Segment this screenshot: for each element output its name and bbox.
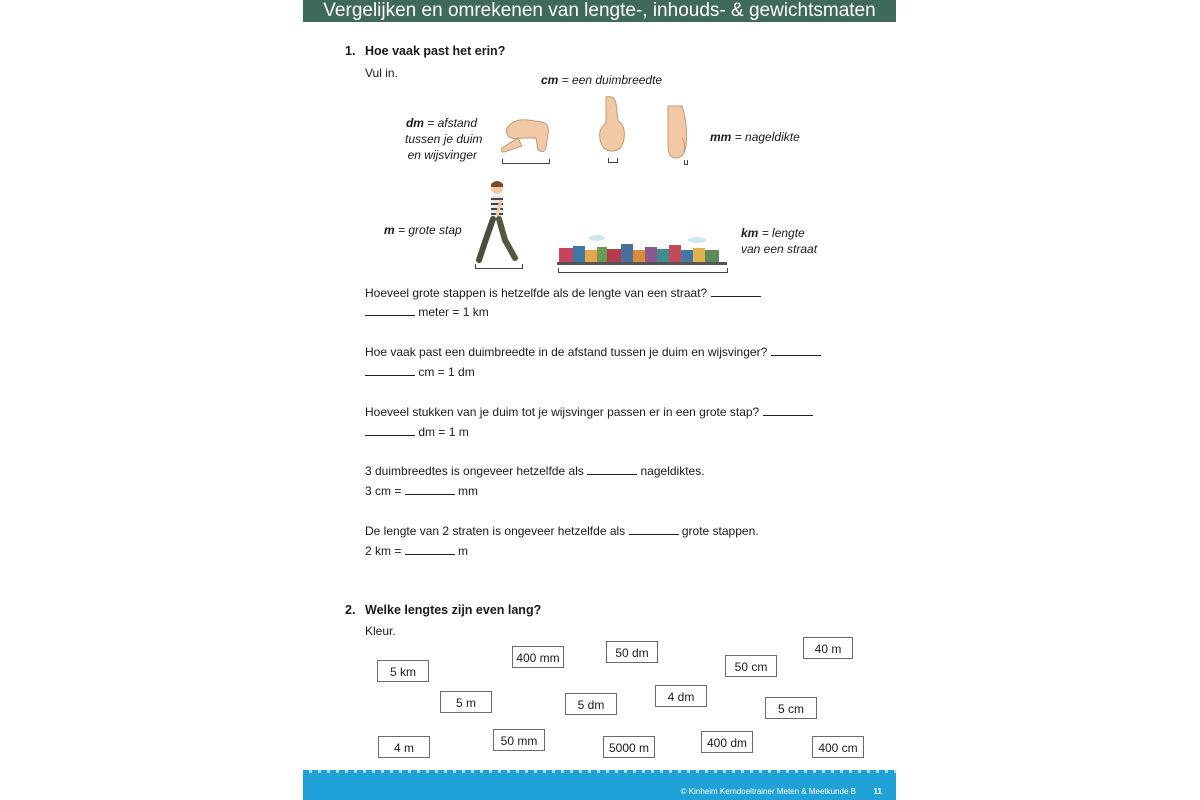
mm-definition [710,129,800,145]
cm-unit: cm [541,73,559,87]
question-1a [365,286,761,300]
km-text-2: van een straat [741,242,818,256]
question-1d-pre: 3 duimbreedtes is ongeveer hetzelfde als [365,464,584,478]
dm-unit: dm [405,116,424,130]
footer-copyright: © Kinheim Kerndoeltrainer Meten & Meetkunde B [680,787,856,796]
length-chip[interactable]: 5 km [377,660,429,682]
question-1b-calc [365,365,475,379]
length-chip[interactable]: 5 cm [765,697,817,719]
length-chip[interactable]: 5 dm [565,693,617,715]
length-chip[interactable]: 5000 m [603,736,655,758]
answer-blank[interactable] [365,305,415,316]
question-1e-pre: De lengte van 2 straten is ongeveer hetzelfde als [365,524,626,538]
question-1d [365,464,705,478]
answer-blank[interactable] [405,544,455,555]
length-chip[interactable]: 400 cm [812,736,864,758]
question-1c-text: Hoeveel stukken van je duim tot je wijsvinger passen er in een grote stap? [365,405,760,419]
question-1e-calc-pre: 2 km = [365,544,402,558]
km-text-1: = lengte [761,226,805,240]
question-2-instruction: Kleur. [365,624,396,638]
length-chip[interactable]: 50 cm [725,655,777,677]
dm-text-2: tussen je duim [405,132,483,146]
length-chip[interactable]: 5 m [440,691,492,713]
question-1a-calc [365,305,489,319]
question-1e-post: grote stappen. [681,524,759,538]
dm-text-1: = afstand [427,116,477,130]
km-definition [741,225,817,257]
question-1b-calc-text: cm = 1 dm [418,365,475,379]
question-1c [365,405,813,419]
page-number: 11 [873,787,882,796]
question-1-instruction: Vul in. [365,66,398,80]
answer-blank[interactable] [629,524,679,535]
length-chip[interactable]: 400 mm [512,646,564,668]
answer-blank[interactable] [711,286,761,297]
question-1d-post: nageldiktes. [640,464,705,478]
question-1c-calc-text: dm = 1 m [418,425,469,439]
answer-blank[interactable] [405,484,455,495]
question-1c-calc [365,425,469,439]
length-chip[interactable]: 50 mm [493,729,545,751]
answer-blank[interactable] [587,464,637,475]
worksheet-page [303,0,896,800]
mm-unit: mm [710,130,732,144]
question-1a-text: Hoeveel grote stappen is hetzelfde als de lengte van een straat? [365,286,708,300]
header-bar [303,0,896,22]
mm-text: = nageldikte [734,130,800,144]
question-2-number: 2. [345,603,356,617]
length-chip[interactable]: 50 dm [606,641,658,663]
question-1e-calc-post: m [458,544,469,558]
footer-bar [303,773,896,800]
question-2-title: Welke lengtes zijn even lang? [365,603,542,617]
km-bracket [558,268,728,273]
cm-definition [541,72,662,88]
walking-person-illustration [475,180,523,266]
question-1d-calc-pre: 3 cm = [365,484,402,498]
dm-definition [405,115,483,163]
page-title: Vergelijken en omrekenen van lengte-, inhouds- & gewichtsmaten [323,0,876,21]
question-1d-calc [365,484,478,498]
thumb-up-illustration [596,93,628,157]
question-1d-calc-post: mm [458,484,479,498]
length-chip[interactable]: 40 m [803,637,853,659]
cm-text: = een duimbreedte [561,73,663,87]
dm-text-3: en wijsvinger [407,148,477,162]
length-chip[interactable]: 4 m [378,736,430,758]
question-1b [365,345,821,359]
street-illustration [557,230,729,266]
answer-blank[interactable] [771,345,821,356]
m-unit: m [384,223,395,237]
question-1-number: 1. [345,44,356,58]
km-unit: km [741,226,759,240]
answer-blank[interactable] [763,405,813,416]
mm-bracket [684,160,688,165]
answer-blank[interactable] [365,425,415,436]
cm-bracket [608,158,618,163]
hand-spread-illustration [498,108,558,158]
question-1e-calc [365,544,468,558]
answer-blank[interactable] [365,365,415,376]
question-1e [365,524,759,538]
question-1a-calc-text: meter = 1 km [418,305,489,319]
fingernail-illustration [664,104,690,160]
question-1b-text: Hoe vaak past een duimbreedte in de afstand tussen je duim en wijsvinger? [365,345,768,359]
m-definition [384,222,462,238]
length-chip[interactable]: 400 dm [701,731,753,753]
m-bracket [475,264,523,269]
question-1-title: Hoe vaak past het erin? [365,44,506,58]
length-chip[interactable]: 4 dm [655,685,707,707]
m-text: = grote stap [398,223,462,237]
dm-bracket [502,159,550,164]
